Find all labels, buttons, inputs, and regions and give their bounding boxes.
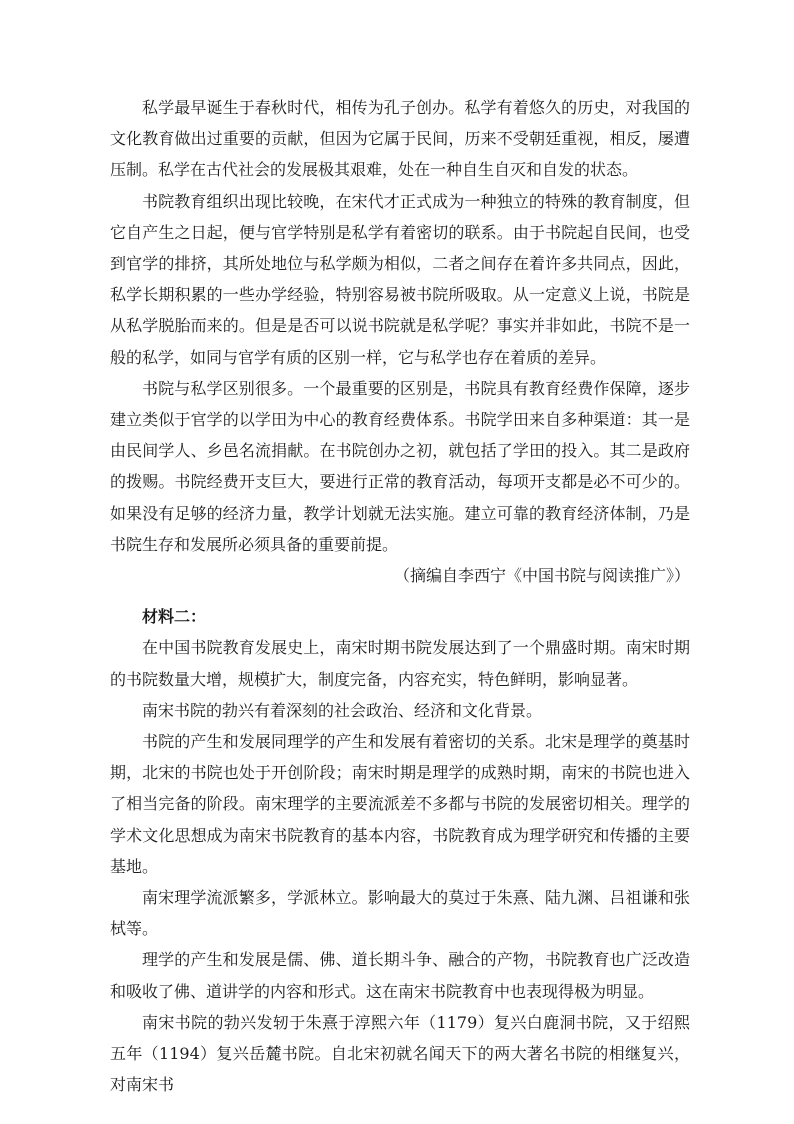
paragraph-schools-of-thought: 南宋理学流派繁多，学派林立。影响最大的莫过于朱熹、陆九渊、吕祖谦和张栻等。 <box>110 888 690 939</box>
paragraph-revival: 南宋书院的勃兴发轫于朱熹于淳熙六年（1179）复兴白鹿洞书院，又于绍熙五年（1194）复兴岳麓书院。自北宋初就名闻天下的两大著名书院的相继复兴，对南宋书 <box>110 1012 690 1095</box>
paragraph-background: 南宋书院的勃兴有着深刻的社会政治、经济和文化背景。 <box>142 700 543 720</box>
paragraph-private-school-origin: 私学最早诞生于春秋时代，相传为孔子创办。私学有着悠久的历史，对我国的文化教育做出过重要的贡献，但因为它属于民间，历来不受朝廷重视，相反，屡遭压制。私学在古代社会的发展极其艰难，处在一种自生自灭和自发的状态。 <box>110 98 690 180</box>
material-two-heading: 材料二： <box>142 607 207 627</box>
paragraph-southern-song-peak: 在中国书院教育发展史上，南宋时期书院发展达到了一个鼎盛时期。南宋时期的书院数量大增，规模扩大，制度完备，内容充实，特色鲜明，影响显著。 <box>110 638 690 689</box>
paragraph-buddhism-taoism: 理学的产生和发展是儒、佛、道长期斗争、融合的产物，书院教育也广泛改造和吸收了佛、道讲学的内容和形式。这在南宋书院教育中也表现得极为明显。 <box>110 950 690 1001</box>
paragraph-academy-funding: 书院与私学区别很多。一个最重要的区别是，书院具有教育经费作保障，逐步建立类似于官学的以学田为中心的教育经费体系。书院学田来自多种渠道：其一是由民间学人、乡邑名流捐献。在书院创办之初，就包括了学田的投入。其二是政府的拨赐。书院经费开支巨大，要进行正常的教育活动，每项开支都是必不可少的。如果没有足够的经济力量，教学计划就无法实施。建立可靠的教育经济体制，乃是书院生存和发展所必须具备的重要前提。 <box>110 378 690 554</box>
source-citation: （摘编自李西宁《中国书院与阅读推广》） <box>393 566 690 586</box>
paragraph-academy-and-private-school: 书院教育组织出现比较晚，在宋代才正式成为一种独立的特殊的教育制度，但它自产生之日起，便与官学特别是私学有着密切的联系。由于书院起自民间，也受到官学的排挤，其所处地位与私学颇为相似，二者之间存在着许多共同点，因此，私学长期积累的一些办学经验，特别容易被书院所吸取。从一定意义上说，书院是从私学脱胎而来的。但是是否可以说书院就是私学呢？事实并非如此，书院不是一般的私学，如同与官学有质的区别一样，它与私学也存在着质的差异。 <box>110 191 690 367</box>
paragraph-neo-confucianism-relation: 书院的产生和发展同理学的产生和发展有着密切的关系。北宋是理学的奠基时期，北宋的书院也处于开创阶段；南宋时期是理学的成熟时期，南宋的书院也进入了相当完备的阶段。南宋理学的主要流派差不多都与书院的发展密切相关。理学的学术文化思想成为南宋书院教育的基本内容，书院教育成为理学研究和传播的主要基地。 <box>110 732 690 876</box>
document-page <box>110 92 690 1101</box>
